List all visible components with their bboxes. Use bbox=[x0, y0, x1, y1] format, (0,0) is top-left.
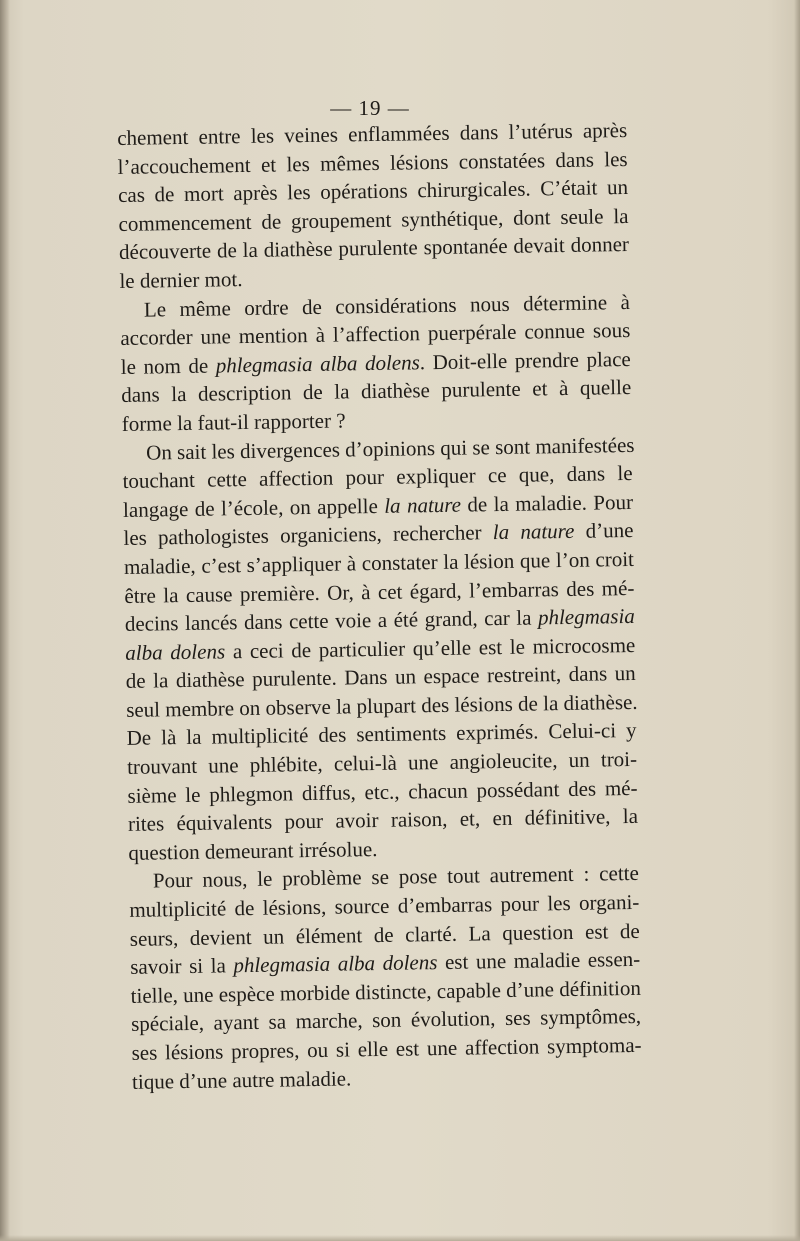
page-edge-shadow bbox=[794, 0, 800, 1241]
text-line: tielle, une espèce morbide distincte, capable d’une définition bbox=[130, 975, 642, 1008]
italic-term: la nature bbox=[384, 492, 462, 518]
paragraph-1 bbox=[117, 116, 630, 296]
paragraph-3 bbox=[122, 430, 639, 867]
text-line: être la cause première. Or, à cet égard, l’embarras des mé- bbox=[124, 575, 635, 608]
text-line: chement entre les veines enflammées dans l’utérus après bbox=[117, 117, 628, 150]
text-line: les pathologistes organiciens, rechercher la nature d’une bbox=[123, 518, 634, 551]
text-line: forme la faut-il rapporter ? bbox=[121, 408, 346, 436]
text-line: ses lésions propres, ou si elle est une affection symptoma- bbox=[131, 1032, 642, 1065]
italic-term: phlegmasia alba dolens bbox=[233, 950, 438, 978]
text-line: accorder une mention à l’affection puerpérale connue sous bbox=[120, 318, 631, 351]
text-line: dans la description de la diathèse purulente et à quelle bbox=[121, 375, 632, 408]
text-line: Le même ordre de considérations nous détermine à bbox=[143, 289, 631, 322]
page-bottom-shadow bbox=[0, 1235, 800, 1241]
text-line: Pour nous, le problème se pose tout autrement : cette bbox=[152, 861, 640, 893]
italic-term: alba dolens bbox=[125, 639, 226, 665]
text-line: le nom de phlegmasia alba dolens. Doit-elle prendre place bbox=[120, 346, 631, 379]
text-line: savoir si la phlegmasia alba dolens est une maladie essen- bbox=[130, 947, 641, 980]
page-binding-shadow bbox=[0, 0, 10, 1241]
text-line: decins lancés dans cette voie a été grand, car la phlegmasia bbox=[124, 604, 635, 637]
text-line: trouvant une phlébite, celui-là une angioleucite, un troi- bbox=[126, 746, 638, 779]
paragraph-2 bbox=[120, 288, 632, 439]
text-line: spéciale, ayant sa marche, son évolution, ses symptômes, bbox=[130, 1004, 642, 1037]
text-line: le dernier mot. bbox=[119, 267, 243, 293]
text-line: touchant cette affection pour expliquer ce que, dans le bbox=[122, 461, 633, 494]
text-line: langage de l’école, on appelle la nature de la maladie. Pour bbox=[122, 489, 634, 522]
text-line: question demeurant irrésolue. bbox=[128, 836, 378, 865]
paragraph-4 bbox=[129, 859, 643, 1096]
text-line: seurs, devient un élément de clarté. La question est de bbox=[129, 918, 640, 951]
text-line: De là la multiplicité des sentiments exprimés. Celui-ci y bbox=[126, 718, 637, 751]
text-line: tique d’une autre maladie. bbox=[131, 1066, 352, 1094]
italic-term: phlegmasia bbox=[537, 604, 635, 630]
page-number: — 19 — bbox=[330, 96, 410, 120]
italic-term: phlegmasia alba dolens bbox=[215, 350, 421, 378]
text-line: multiplicité de lésions, source d’embarras pour les organi- bbox=[129, 889, 640, 922]
text-line: rites équivalents pour avoir raison, et, en définitive, la bbox=[127, 804, 639, 837]
text-line: seul membre on observe la plupart des lésions de la diathèse. bbox=[126, 689, 638, 722]
text-line: sième le phlegmon diffus, etc., chacun possédant des mé- bbox=[127, 775, 638, 808]
text-line: alba dolens a ceci de particulier qu’elle est le microcosme bbox=[125, 632, 636, 665]
text-line: commencement de groupement synthétique, dont seule la bbox=[118, 203, 629, 236]
text-line: découverte de la diathèse purulente spontanée devait donner bbox=[118, 232, 630, 265]
text-line: de la diathèse purulente. Dans un espace restreint, dans un bbox=[125, 661, 636, 694]
italic-term: la nature bbox=[492, 519, 575, 545]
body-text bbox=[117, 116, 642, 1096]
text-line: l’accouchement et les mêmes lésions constatées dans les bbox=[117, 146, 628, 179]
text-line: On sait les divergences d’opinions qui se sont manifestées bbox=[145, 432, 635, 465]
text-line: maladie, c’est s’appliquer à constater la lésion que l’on croit bbox=[123, 546, 635, 579]
text-line: cas de mort après les opérations chirurgicales. C’était un bbox=[117, 175, 629, 208]
